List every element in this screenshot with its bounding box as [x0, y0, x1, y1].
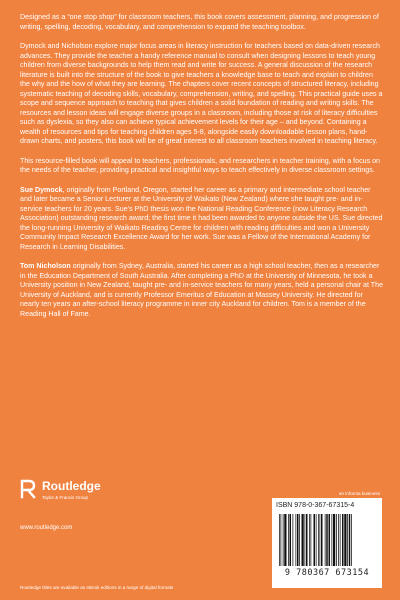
barcode-bar	[299, 514, 300, 566]
barcode-bar	[349, 514, 351, 566]
publisher-subtitle: Taylor & Francis Group	[42, 495, 89, 500]
barcode-bar	[305, 514, 306, 566]
publisher-logo	[20, 477, 110, 517]
author-bio-text-nicholson: originally from Sydney, Australia, started his career as a high school teacher, then as a researcher in the Education Department of South Australia. After completing a PhD at the University of Minnesota, he took a University position in New Zealand, taught pre- and in-service teachers for many years, held a personal chair at The University of Auckland, and is currently Professor Emeritus of Education at Massey University. He directed for nearly ten years an after-school literacy programme in inner city Auckland for children. Tom is a member of the Reading Hall of Fame.	[20, 262, 384, 318]
barcode-bar	[318, 514, 319, 566]
barcode-bar	[314, 514, 316, 566]
author-bio-dymock	[20, 186, 384, 253]
barcode-bar	[290, 514, 292, 566]
informa-tagline: an informa business	[338, 491, 380, 496]
publisher-name: Routledge	[42, 479, 101, 493]
barcode-bar	[342, 514, 344, 566]
barcode-icon	[276, 514, 378, 566]
barcode-bar	[316, 514, 317, 566]
barcode-bar	[283, 514, 284, 566]
barcode-bar	[306, 514, 308, 566]
barcode-bar	[336, 514, 337, 566]
barcode-bar	[332, 514, 333, 566]
barcode-bar	[297, 514, 299, 566]
barcode-bar	[329, 514, 331, 566]
author-name-nicholson: Tom Nicholson	[20, 262, 71, 270]
barcode-bar	[293, 514, 294, 566]
publisher-website: www.routledge.com	[20, 525, 73, 531]
back-cover-text	[20, 13, 384, 319]
barcode-bar	[347, 514, 348, 566]
barcode-bar	[302, 514, 304, 566]
barcode-bar	[288, 514, 289, 566]
barcode-bar	[309, 514, 310, 566]
barcode-bar	[279, 514, 280, 566]
barcode-bar	[333, 514, 335, 566]
barcode-bar	[344, 514, 346, 566]
author-bio-nicholson	[20, 262, 384, 319]
barcode-bar	[281, 514, 282, 566]
barcode-bar	[320, 514, 321, 566]
barcode-bar	[325, 514, 326, 566]
cover-footer	[0, 470, 400, 600]
isbn-text: ISBN 978-0-367-67315-4	[276, 502, 355, 509]
barcode-bar	[351, 514, 352, 566]
barcode-bar	[326, 514, 328, 566]
barcode-bar	[296, 514, 297, 566]
description-paragraph-2: Dymock and Nicholson explore major focus areas in literacy instruction for teachers based on data-driven research advances. They provide the teacher a handy reference manual to consult when designing lessons to teach young children from diverse backgrounds to help them read and write for success. A general discussion of the research literature is built into the structure of the book to give teachers a knowledge base to teach and explain to children the why and the how of what they are learning. The chapters cover recent concepts of structured literacy, including systematic teaching of decoding skills, vocabulary, comprehension, writing, and spelling. This practical guide uses a scope and sequence approach to teaching that gives children a solid foundation of reading and writing skills. The resources and lesson ideas will engage diverse groups in a classroom, including those at risk of literacy difficulties such as dyslexia, so they also can achieve typical achievement levels for their age – and beyond. Containing a wealth of resources and tips for teaching children ages 5-8, alongside easily downloadable lesson plans, hand-drawn charts, and posters, this book will be of great interest to all classroom teachers involved in teaching literacy.	[20, 42, 383, 145]
author-bio-text-dymock: , originally from Portland, Oregon, started her career as a primary and intermediate school teacher and later became a Senior Lecturer at the University of Waikato (New Zealand) where she taught pre- and in-service teachers for 20 years. Sue’s PhD thesis won the National Reading Conference (now Literacy Research Association) outstanding research award; the first time it had been awarded to anyone outside the US. Sue directed the long-running University of Waikato Reading Centre for children with reading difficulties and won a University Community Impact Research Excellence Award for her work. Sue was a Fellow of the International Academy for Research in Learning Disabilities.	[20, 185, 383, 251]
ebook-note: Routledge titles are available as eBook editions in a range of digital formats	[20, 585, 174, 590]
description-paragraph-1: Designed as a “one stop shop” for classroom teachers, this book covers assessment, planning, and progression of writing, spelling, decoding, vocabulary, and comprehension to expand the teaching toolbox.	[20, 13, 379, 31]
description-paragraph-3: This resource-filled book will appeal to teachers, professionals, and researchers in teacher training, with a focus on the needs of the teacher, providing practical and insightful ways to teach effectively in diverse classroom settings.	[20, 156, 380, 174]
barcode-bar	[284, 514, 286, 566]
barcode-bar	[338, 514, 339, 566]
barcode-bar	[340, 514, 341, 566]
barcode-bar	[321, 514, 323, 566]
author-name-dymock: Sue Dymock	[20, 185, 63, 194]
barcode-panel	[272, 498, 382, 588]
barcode-bar	[311, 514, 312, 566]
routledge-logo-icon	[20, 479, 38, 499]
barcode-number: 9 780367 673154	[284, 568, 370, 578]
